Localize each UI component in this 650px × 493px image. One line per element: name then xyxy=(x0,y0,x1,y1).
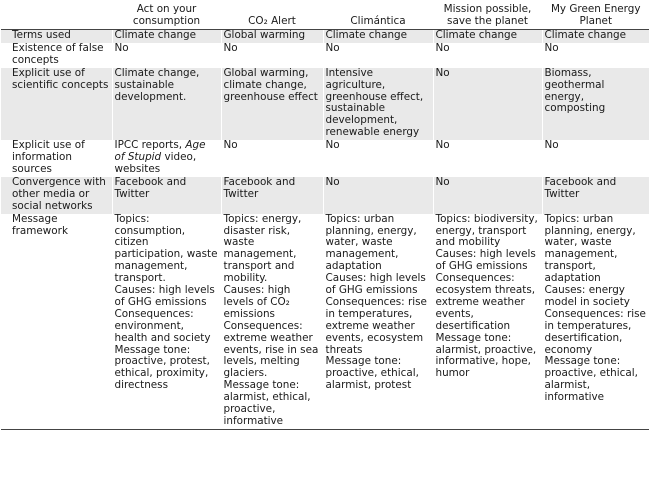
table-cell: Climate change, sustainable development. xyxy=(112,68,221,140)
table-row xyxy=(1,43,649,68)
table-cell: No xyxy=(221,140,323,177)
consequences-text: Consequences: environment, health and society xyxy=(114,307,211,344)
header-mission-possible: Mission possible, save the planet xyxy=(433,0,542,30)
table-cell xyxy=(221,214,323,430)
row-label: Terms used xyxy=(1,30,112,43)
table-cell xyxy=(112,214,221,430)
topics-text: Topics: biodiversity, energy, transport and mobility xyxy=(435,212,538,249)
cell-text: video, websites xyxy=(114,151,197,175)
table-cell: Intensive agriculture, greenhouse effect, sustainable development, renewable energy xyxy=(323,68,433,140)
table-cell: Climate change xyxy=(542,30,649,43)
consequences-text: Consequences: ecosystem threats, extreme weather events, desertification xyxy=(435,272,536,332)
topics-text: Topics: urban planning, energy, water, waste management, transport, adaptation xyxy=(544,212,636,285)
table-row xyxy=(1,214,649,430)
table-cell: Biomass, geothermal energy, composting xyxy=(542,68,649,140)
consequences-text: Consequences: rise in temperatures, extreme weather events, ecosystem threats xyxy=(325,295,427,356)
causes-text: Causes: high levels of CO₂ emissions xyxy=(223,284,291,320)
cell-text: IPCC reports, xyxy=(114,139,186,152)
header-climantica: Climántica xyxy=(323,0,433,30)
comparison-table xyxy=(1,0,649,430)
table-cell: Global warming xyxy=(221,30,323,43)
header-my-green-energy-planet: My Green Energy Planet xyxy=(542,0,649,30)
row-label: Explicit use of scientific concepts xyxy=(1,68,112,140)
table-cell: Climate change xyxy=(433,30,542,43)
table-cell xyxy=(433,214,542,430)
message-tone-text: Message tone: proactive, ethical, alarmist, informative xyxy=(544,355,638,404)
table-cell: No xyxy=(323,140,433,177)
consequences-text: Consequences: extreme weather events, rise in sea levels, melting glaciers. xyxy=(223,319,319,380)
causes-text: Causes: high levels of GHG emissions xyxy=(435,248,536,273)
table-row xyxy=(1,30,649,43)
table-row xyxy=(1,140,649,177)
message-tone-text: Message tone: proactive, ethical, alarmist, protest xyxy=(325,355,419,392)
table-cell: No xyxy=(323,43,433,68)
message-tone-text: Message tone: alarmist, ethical, proactive, informative xyxy=(223,379,311,427)
table-cell: Climate change xyxy=(323,30,433,43)
row-label: Message framework xyxy=(1,214,112,430)
table-cell: Facebook and Twitter xyxy=(112,177,221,214)
header-row xyxy=(1,0,649,30)
causes-text: Causes: high levels of GHG emissions xyxy=(325,272,426,297)
table-cell xyxy=(112,140,221,177)
table-cell: No xyxy=(112,43,221,68)
table-cell: No xyxy=(323,177,433,214)
row-label: Convergence with other media or social networks xyxy=(1,177,112,214)
table-cell: No xyxy=(221,43,323,68)
table-cell: No xyxy=(433,43,542,68)
topics-text: Topics: urban planning, energy, water, waste management, adaptation xyxy=(325,212,417,273)
table-cell: Climate change xyxy=(112,30,221,43)
table-cell: Global warming, climate change, greenhouse effect xyxy=(221,68,323,140)
table-cell: No xyxy=(433,140,542,177)
topics-text: Topics: energy, disaster risk, waste management, transport and mobility. xyxy=(223,212,302,285)
table-cell: No xyxy=(542,140,649,177)
message-tone-text: Message tone: proactive, protest, ethical, proximity, directness xyxy=(114,343,210,392)
table-cell: No xyxy=(433,68,542,140)
row-label: Existence of false concepts xyxy=(1,43,112,68)
consequences-text: Consequences: rise in temperatures, desertification, economy xyxy=(544,307,646,356)
table-cell: Facebook and Twitter xyxy=(542,177,649,214)
causes-text: Causes: energy model in society xyxy=(544,284,630,308)
table-cell: No xyxy=(433,177,542,214)
cell-text-italic: Age of Stupid xyxy=(114,139,206,164)
causes-text: Causes: high levels of GHG emissions xyxy=(114,284,215,308)
message-tone-text: Message tone: alarmist, proactive, informative, hope, humor xyxy=(435,331,537,380)
table-row xyxy=(1,68,649,140)
header-act-on-your-consumption: Act on your consumption xyxy=(112,0,221,30)
row-label: Explicit use of information sources xyxy=(1,140,112,177)
header-co2-alert: CO₂ Alert xyxy=(221,0,323,30)
header-blank xyxy=(1,0,112,30)
topics-text: Topics: consumption, citizen participation, waste management, transport. xyxy=(114,212,218,285)
table-cell: No xyxy=(542,43,649,68)
table-row xyxy=(1,177,649,214)
table-cell: Facebook and Twitter xyxy=(221,177,323,214)
table-cell xyxy=(542,214,649,430)
table-cell xyxy=(323,214,433,430)
